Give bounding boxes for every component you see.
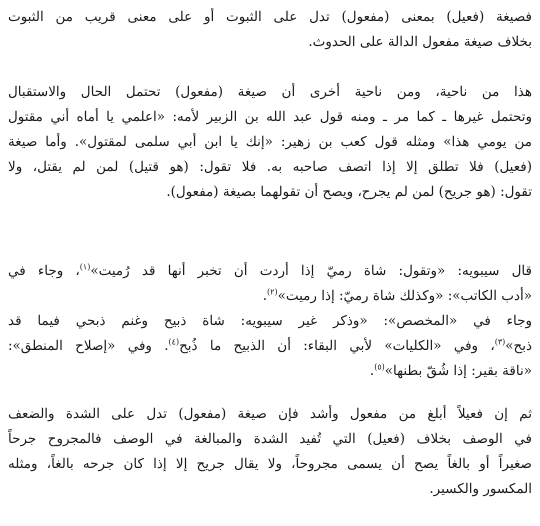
footnote-ref: (٢): [267, 287, 278, 297]
text-line: وتحتمل غيرها ـ كما مر ـ ومنه قول عبد الله بن الزبير لأمه: «اعلمي يا أماه أني مقتول: [8, 109, 532, 125]
text-run: .: [262, 288, 268, 304]
text-line: وجاء في «المخصص»: «وذكر غير سيبويه: شاة ذبيح وغنم ذبحي فيما قد: [8, 313, 532, 329]
text-line: تقول: (هو جريح) لمن لم يجرح، ويصح أن تقولهما بصيغة (مفعول).: [166, 184, 532, 200]
text-line: (فعيل) فلا تطلق إلا إذا اتصف صاحبه به. فلا تقول: (هو قتيل) لمن لم يقتل، ولا: [8, 159, 532, 175]
text-line: [8, 259, 532, 284]
text-run: ، وفي «الكليات» لأبي البقاء: أن الذبيح ما ذُبح: [179, 338, 495, 354]
text-line: [8, 359, 532, 384]
footnote-ref: (١): [79, 262, 91, 272]
paragraph-4: [8, 309, 532, 384]
text-run: «أدب الكاتب»: «وكذلك شاة رميّ: إذا رميت»: [277, 288, 532, 304]
text-line: هذا من ناحية، ومن ناحية أخرى أن صيغة (مفعول) تحتمل الحال والاستقبال: [8, 84, 532, 100]
text-run: ، وجاء في: [8, 263, 80, 279]
footnote-ref: (٥): [374, 362, 385, 372]
text-line: [8, 284, 532, 309]
text-line: ثم إن فعيلاً أبلغ من مفعول وأشد فإن صيغة (مفعول) تدل على الشدة والضعف: [8, 406, 532, 422]
footnote-ref: (٤): [168, 337, 180, 347]
footnote-ref: (٣): [494, 337, 506, 347]
paragraph-5: [8, 402, 532, 502]
paragraph-2: [8, 80, 532, 205]
text-line: في الوصف بخلاف (فعيل) التي تُفيد الشدة والمبالغة في الوصف فالمجروح جرحاً: [8, 431, 532, 447]
text-line: [8, 334, 532, 359]
text-run: .: [369, 363, 375, 379]
text-run: ذبح»: [505, 338, 532, 354]
paragraph-3: [8, 259, 532, 309]
text-run: . وفي «إصلاح المنطق»:: [8, 338, 169, 354]
text-line: المكسور والكسير.: [429, 481, 532, 497]
text-line: صغيراً أو بالغاً يصح أن يسمى مجروحاً، ولا يقال جريح إلا إذا كان جرحه بالغاً، ومثله: [8, 456, 532, 472]
paragraph-1: [8, 5, 532, 55]
text-run: قال سيبويه: «وتقول: شاة رميّ إذا أردت أن تخبر أنها قد رُميت»: [90, 263, 532, 279]
text-line: بخلاف صيغة مفعول الدالة على الحدوث.: [308, 34, 532, 50]
text-run: «ناقة بقير: إذا شُقّ بطنها»: [384, 363, 532, 379]
text-line: فصيغة (فعيل) بمعنى (مفعول) تدل على الثبوت أو على معنى قريب من الثبوت: [8, 9, 532, 25]
text-line: من يومي هذا» ومثله قول كعب بن زهير: «إنك يا ابن أبي سلمى لمقتول». وأما صيغة: [8, 134, 532, 150]
